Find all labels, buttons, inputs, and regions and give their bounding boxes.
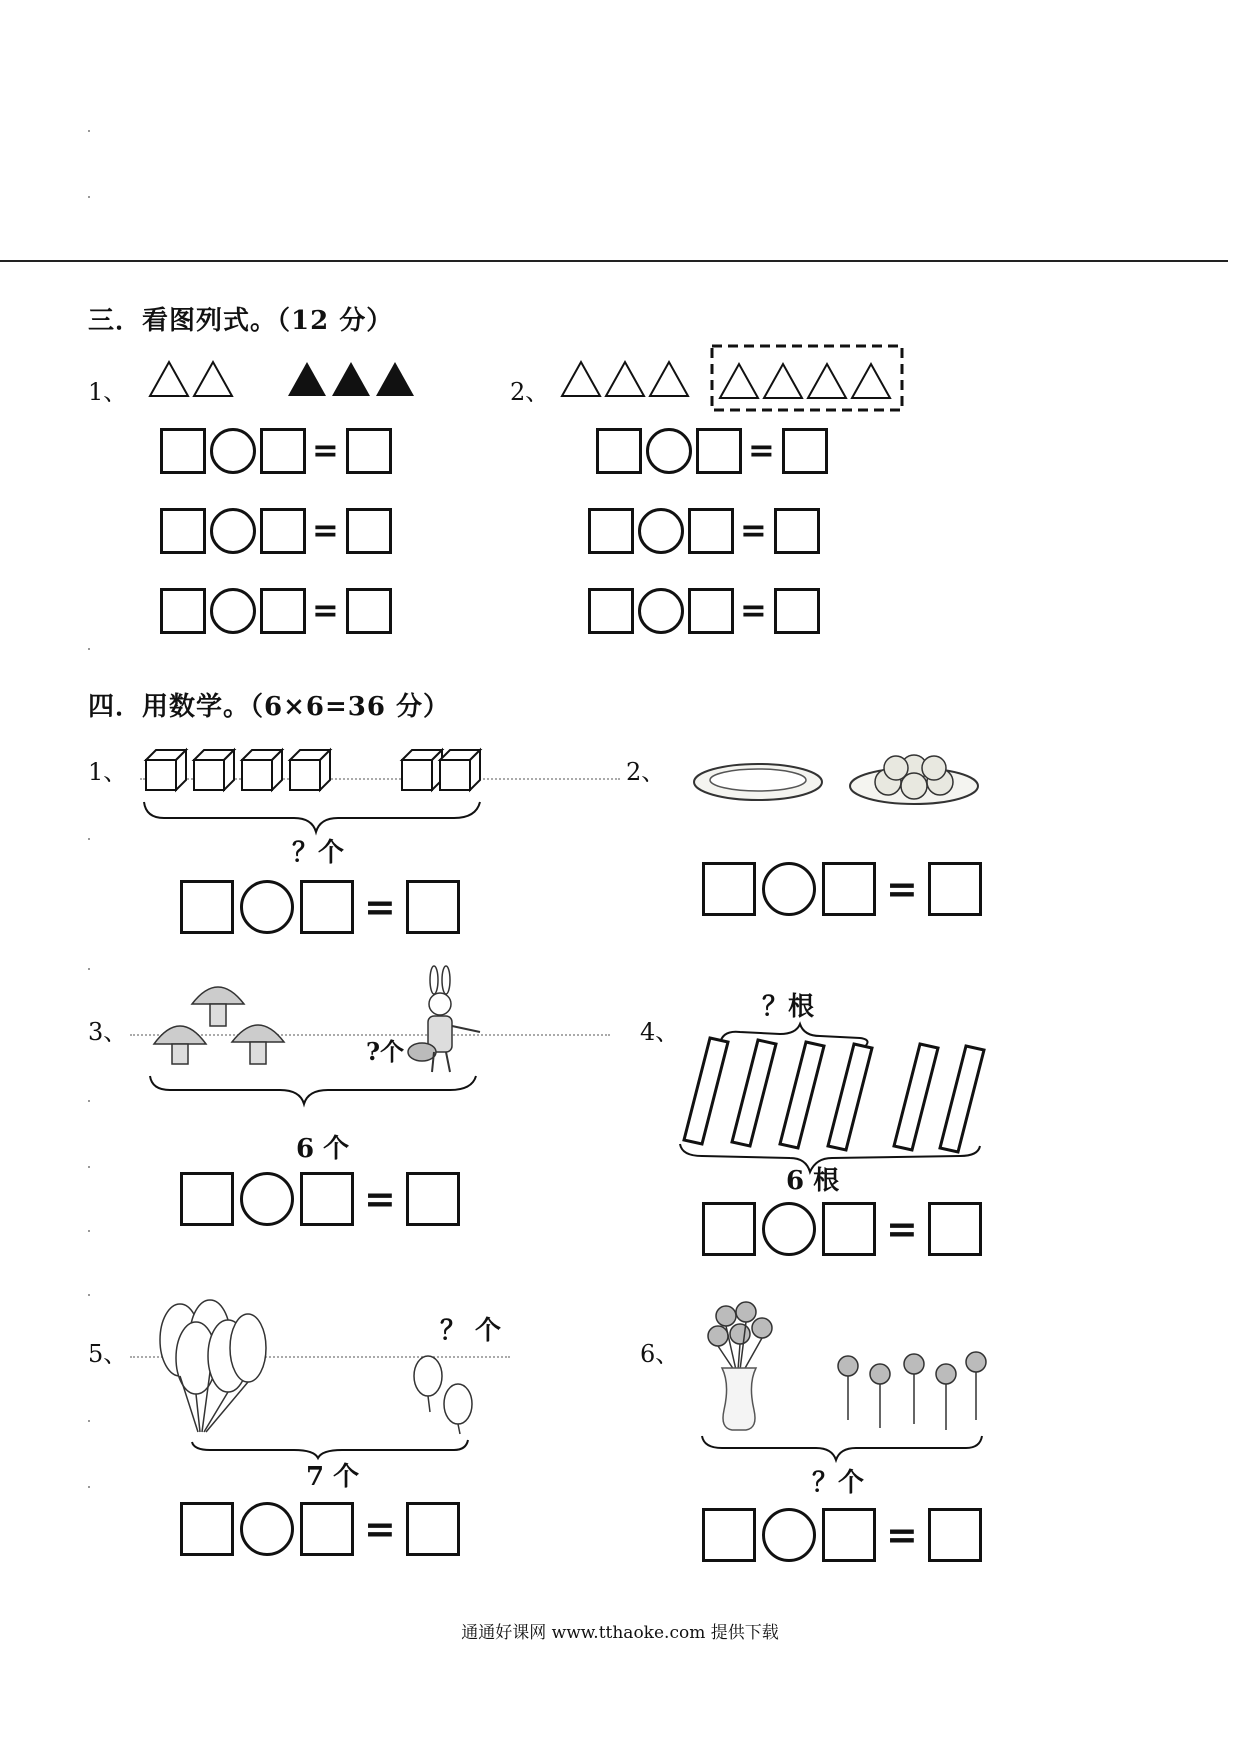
brace-top [720,1024,868,1052]
cube [290,750,330,790]
equals-sign [312,434,339,466]
answer-box[interactable] [774,588,820,634]
margin-dot [88,968,90,970]
answer-box[interactable] [406,880,460,934]
stick [940,1046,984,1152]
margin-dot [88,838,90,840]
s4-q2-number: 2、 [626,758,666,786]
brace [702,1436,982,1460]
cube [440,750,480,790]
s4-q6-number: 6、 [640,1340,680,1368]
outline-triangle [852,364,890,398]
equals-sign [312,514,339,546]
answer-box[interactable] [300,1502,354,1556]
equals-sign [364,1510,396,1548]
cube [146,750,186,790]
answer-box[interactable] [260,588,306,634]
answer-box[interactable] [928,862,982,916]
s4-q4-total-label: 6 根 [786,1166,840,1196]
stick [684,1038,728,1144]
equals-sign [740,594,767,626]
outline-triangle [720,364,758,398]
stick [894,1044,938,1150]
answer-box[interactable] [588,588,634,634]
filled-triangle [288,362,326,396]
cube [242,750,282,790]
s4-q5-question-label: ？ 个 [440,1316,502,1346]
answer-box[interactable] [928,1508,982,1562]
apple [922,756,946,780]
s4-q1-number: 1、 [88,758,128,786]
answer-box[interactable] [822,862,876,916]
operator-circle[interactable] [210,588,256,634]
stick [828,1044,872,1150]
answer-box[interactable] [260,428,306,474]
mushroom [154,1026,206,1064]
answer-box[interactable] [406,1172,460,1226]
answer-box[interactable] [702,1508,756,1562]
brace [144,802,480,832]
cube [194,750,234,790]
s3-q1-number: 1、 [88,378,128,406]
equals-sign [886,1516,918,1554]
answer-box[interactable] [596,428,642,474]
answer-box[interactable] [688,588,734,634]
answer-box[interactable] [160,428,206,474]
stick [732,1040,776,1146]
filled-triangle [376,362,414,396]
answer-box[interactable] [346,508,392,554]
equals-sign [748,434,775,466]
s4-q6-question-label: ？个 [812,1468,865,1498]
answer-box[interactable] [702,862,756,916]
answer-box[interactable] [822,1508,876,1562]
s4-q6-flowers [696,1300,996,1460]
equals-sign [364,1180,396,1218]
brace [150,1076,476,1104]
s4-q2-plates [690,740,990,810]
outline-triangle [808,364,846,398]
operator-circle[interactable] [762,1508,816,1562]
s3-q1-triangles [148,358,428,402]
outline-triangle [194,362,232,396]
answer-box[interactable] [300,880,354,934]
margin-dot [88,196,90,198]
equals-sign [364,888,396,926]
margin-dot [88,1420,90,1422]
operator-circle[interactable] [638,508,684,554]
s4-q4-number: 4、 [640,1018,680,1046]
s4-q3-question-label: ?个 [366,1037,405,1066]
outline-triangle [650,362,688,396]
equals-sign [886,1210,918,1248]
flying-balloons [414,1356,472,1434]
operator-circle[interactable] [240,1172,294,1226]
answer-box[interactable] [180,880,234,934]
header-divider [0,260,1228,262]
equals-sign [886,870,918,908]
outline-triangle [764,364,802,398]
footer-source: 通通好课网 www.tthaoke.com 提供下载 [461,1623,779,1643]
answer-box[interactable] [774,508,820,554]
margin-dot [88,1166,90,1168]
s4-q5-number: 5、 [88,1340,128,1368]
s3-q2-triangles [560,344,910,416]
operator-circle[interactable] [240,880,294,934]
s4-q3-number: 3、 [88,1018,128,1046]
margin-dot [88,130,90,132]
answer-box[interactable] [300,1172,354,1226]
s4-q3-total-label: 6 个 [296,1134,350,1164]
s4-q4-sticks [680,1022,1000,1172]
outline-triangle [606,362,644,396]
answer-box[interactable] [406,1502,460,1556]
operator-circle[interactable] [646,428,692,474]
outline-triangle [562,362,600,396]
operator-circle[interactable] [210,428,256,474]
margin-dot [88,1486,90,1488]
filled-triangle [332,362,370,396]
answer-box[interactable] [702,1202,756,1256]
answer-box[interactable] [160,508,206,554]
operator-circle[interactable] [240,1502,294,1556]
answer-box[interactable] [688,508,734,554]
answer-box[interactable] [346,588,392,634]
answer-box[interactable] [822,1202,876,1256]
section-3-title: 三．看图列式。（12 分） [88,306,394,336]
flower-row [838,1352,986,1430]
dashed-frame [712,346,902,410]
answer-box[interactable] [928,1202,982,1256]
operator-circle[interactable] [210,508,256,554]
mushroom [232,1025,284,1064]
s4-q4-top-label: ？根 [762,992,815,1022]
margin-dot [88,1100,90,1102]
s3-q2-number: 2、 [510,378,550,406]
equals-sign [740,514,767,546]
margin-dot [88,1294,90,1296]
operator-circle[interactable] [638,588,684,634]
answer-box[interactable] [260,508,306,554]
margin-dot [88,1230,90,1232]
margin-dot [88,648,90,650]
s4-q5-total-label: 7 个 [306,1462,360,1492]
operator-circle[interactable] [762,1202,816,1256]
s4-q1-question-label: ？个 [292,838,345,868]
answer-box[interactable] [588,508,634,554]
balloon-bunch [160,1300,266,1432]
answer-box[interactable] [346,428,392,474]
operator-circle[interactable] [762,862,816,916]
stick [780,1042,824,1148]
answer-box[interactable] [782,428,828,474]
cube [402,750,442,790]
outline-triangle [150,362,188,396]
mushroom [192,987,244,1026]
answer-box[interactable] [180,1172,234,1226]
answer-box[interactable] [160,588,206,634]
equals-sign [312,594,339,626]
answer-box[interactable] [180,1502,234,1556]
s4-q3-scene [150,972,490,1122]
rabbit [408,966,480,1072]
apple [884,756,908,780]
answer-box[interactable] [696,428,742,474]
vase-of-flowers [708,1302,772,1430]
section-4-title: 四．用数学。（6×6=36 分） [88,692,450,722]
